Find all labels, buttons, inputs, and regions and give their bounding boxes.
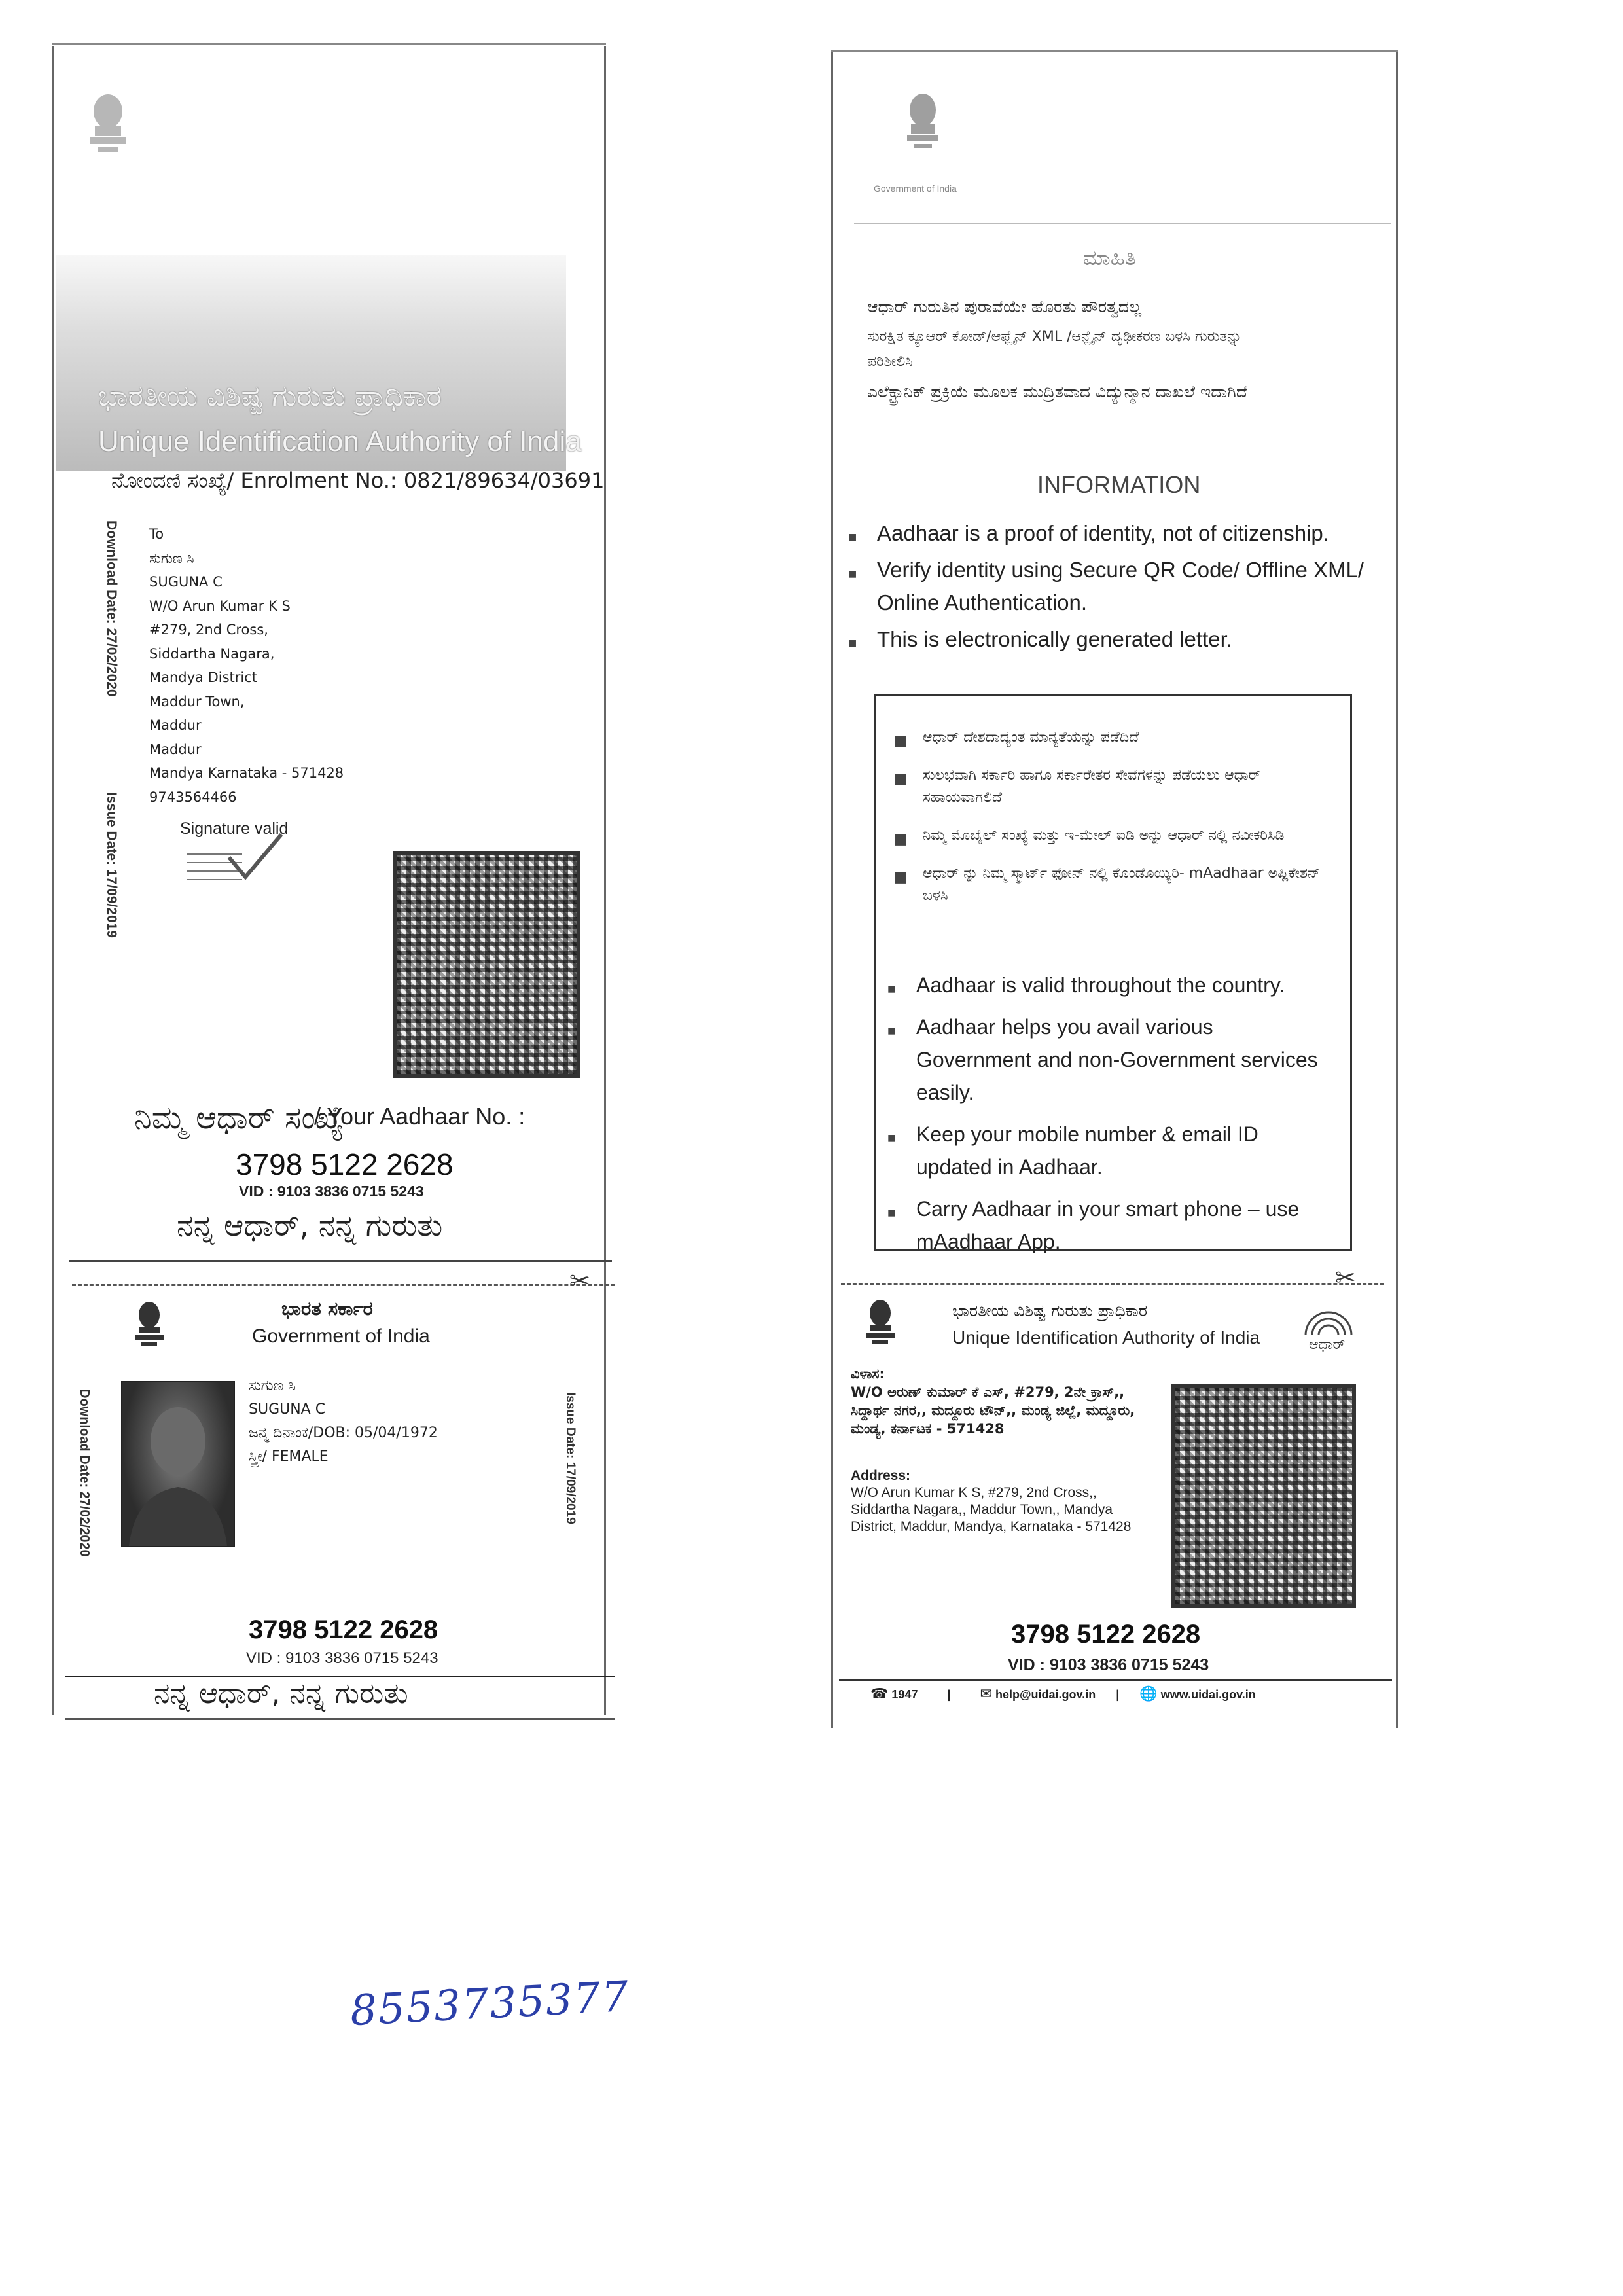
address-line: Maddur [149,717,202,733]
kannada-info-title: ಮಾಹಿತಿ [1083,245,1136,270]
kannada-info-list [867,295,1378,404]
aadhaar-number: 3798 5122 2628 [236,1147,454,1181]
header-kannada: ಭಾರತೀಯ ವಿಶಿಷ್ಟ ಗುರುತು ಪ್ರಾಧಿಕಾರ [98,380,442,413]
card-bottom-border [65,1718,615,1720]
information-list [877,517,1387,656]
box-point: ■ Aadhaar is valid throughout the country. [916,969,1329,1001]
uidai-english: Unique Identification Authority of India [952,1327,1260,1348]
scissors-icon: ✂ [569,1268,590,1295]
panel-top-edge [831,50,1398,52]
cut-line-solid [69,1260,612,1262]
aadhaar-logo-caption: ಆಧಾರ್ [1309,1336,1346,1353]
header-rule [854,223,1391,224]
address-kannada-label: ವಿಳಾಸ: [851,1366,885,1382]
separator: | [947,1688,951,1701]
address-kannada: W/O ಅರುಣ್ ಕುಮಾರ್ ಕೆ ಎಸ್, #279, 2ನೇ ಕ್ರಾಸ್,, ಸಿದ್ದಾರ್ಥ ನಗರ,, ಮದ್ದೂರು ಟೌನ್,, ಮಂಡ್ಯ ಜಿಲ್ಲೆ, ಮದ್ದೂರು, ಮಂಡ್ಯ, ಕರ್ನಾಟಕ - 571428 [851,1384,1135,1437]
card-aadhaar-number: 3798 5122 2628 [249,1615,438,1644]
box-kannada-point: ■ ಆಧಾರ್ ದೇಶದಾದ್ಯಂತ ಮಾನ್ಯತೆಯನ್ನು ಪಡೆದಿದೆ [923,726,1329,749]
card-name-kannada: ಸುಗುಣ ಸಿ [249,1378,296,1394]
kannada-point: ಎಲೆಕ್ಟ್ರಾನಿಕ್ ಪ್ರಕ್ರಿಯೆ ಮೂಲಕ ಮುದ್ರಿತವಾದ ವಿದ್ಯುನ್ಮಾನ ದಾಖಲೆ ಇದಾಗಿದೆ [867,382,1248,401]
card-vid: VID : 9103 3836 0715 5243 [246,1649,438,1667]
download-date-vertical: Download Date: 27/02/2020 [104,520,119,697]
box-point: ■ Keep your mobile number & email ID updated in Aadhaar. [916,1118,1329,1183]
uidai-kannada: ಭಾರತೀಯ ವಿಶಿಷ್ಟ ಗುರುತು ಪ್ರಾಧಿಕಾರ [952,1301,1148,1320]
info-point: ■ This is electronically generated letter. [877,623,1387,656]
right-card-aadhaar-number: 3798 5122 2628 [1011,1620,1201,1649]
card-slogan: ನನ್ನ ಆಧಾರ್, ನನ್ನ ಗುರುತು [154,1677,408,1710]
box-kannada-point: ■ ಆಧಾರ್ ನ್ನು ನಿಮ್ಮ ಸ್ಮಾರ್ಟ್ ಫೋನ್ ನಲ್ಲಿ ಕೊಂಡೊಯ್ಯಿರಿ- mAadhaar ಅಪ್ಲಿಕೇಶನ್ ಬಳಸಿ [923,863,1329,907]
email: help@uidai.gov.in [995,1688,1096,1701]
card-gender: ಸ್ತ್ರೀ/ FEMALE [249,1448,329,1465]
address-line: To [149,526,164,542]
address-line: Maddur [149,741,202,757]
contact-bar [839,1679,1392,1681]
aadhaar-label-kannada: ನಿಮ್ಮ ಆಧಾರ್ ಸಂಖ್ಯೆ [134,1100,344,1136]
header-english: Unique Identification Authority of India [98,425,582,457]
address-line: Mandya District [149,670,258,685]
handwritten-number: 8553735377 [349,1972,631,2036]
box-point: ■ Carry Aadhaar in your smart phone – use mAadhaar App. [916,1193,1329,1258]
address-english-block [851,1467,1158,1535]
gov-english: Government of India [252,1325,430,1347]
download-date-vertical: Download Date: 27/02/2020 [77,1389,92,1557]
vid-number: VID : 9103 3836 0715 5243 [239,1183,424,1200]
kannada-point: ಸುರಕ್ಷಿತ ಕ್ಯೂಆರ್ ಕೋಡ್/ಆಫ್ಲೈನ್ XML /ಆನ್ಲೈನ್ ದೃಢೀಕರಣ ಬಳಸಿ ಗುರುತನ್ನು ಪರಿಶೀಲಿಸಿ [867,329,1242,370]
address-label: Address: [851,1468,911,1483]
enrolment-number: ನೋಂದಣಿ ಸಂಖ್ಯೆ/ Enrolment No.: 0821/89634/03691 [111,468,605,493]
qr-code-letter [393,851,580,1078]
issue-date-vertical: Issue Date: 17/09/2019 [104,792,119,938]
scissors-icon: ✂ [1335,1265,1356,1292]
slogan: ನನ್ನ ಆಧಾರ್, ನನ್ನ ಗುರುತು [177,1208,443,1243]
holder-photo [121,1381,235,1547]
phone-number: 1947 [891,1688,918,1701]
issue-date-vertical: Issue Date: 17/09/2019 [563,1392,577,1524]
signature-label: Signature valid [180,819,289,838]
globe-icon: 🌐 [1139,1685,1158,1702]
aadhaar-label-english: / Your Aadhaar No. : [314,1103,526,1130]
gov-caption: Government of India [874,183,957,194]
kannada-point: ಆಧಾರ್ ಗುರುತಿನ ಪುರಾವೆಯೇ ಹೊರತು ಪೌರತ್ವದಲ್ಲ [867,297,1142,316]
contact-row [870,1685,1394,1702]
address-line: Siddartha Nagara, [149,645,275,662]
panel-top-edge [52,43,606,45]
box-kannada-list [923,726,1329,907]
national-emblem-icon [897,85,949,177]
phone-icon: ☎ [870,1685,889,1702]
box-point: ■ Aadhaar helps you avail various Government and non-Government services easily. [916,1011,1329,1109]
address-line: 9743564466 [149,789,237,805]
qr-code-card [1171,1384,1356,1608]
right-card-vid: VID : 9103 3836 0715 5243 [1008,1656,1209,1674]
person-silhouette-icon [122,1382,234,1546]
address-line: #279, 2nd Cross, [149,622,268,637]
national-emblem-icon [79,85,137,190]
box-english-list [916,969,1329,1258]
separator: | [1116,1688,1120,1701]
national-emblem-icon [130,1299,169,1358]
address-english: W/O Arun Kumar K S, #279, 2nd Cross,, Siddartha Nagara,, Maddur Town,, Mandya District, Maddur, Mandya, Karnataka - 571428 [851,1485,1132,1534]
address-line: ಸುಗುಣ ಸಿ [149,550,194,566]
box-kannada-point: ■ ನಿಮ್ಮ ಮೊಬೈಲ್ ಸಂಖ್ಯೆ ಮತ್ತು ಇ-ಮೇಲ್ ಐಡಿ ಅನ್ನು ಆಧಾರ್ ನಲ್ಲಿ ನವೀಕರಿಸಿಡಿ [923,825,1329,847]
card-name: SUGUNA C [249,1401,326,1418]
national-emblem-icon [861,1296,900,1361]
address-block [149,522,344,809]
cut-line-right [841,1283,1384,1285]
box-kannada-point: ■ ಸುಲಭವಾಗಿ ಸರ್ಕಾರಿ ಹಾಗೂ ಸರ್ಕಾರೇತರ ಸೇವೆಗಳನ್ನು ಪಡೆಯಲು ಆಧಾರ್ ಸಹಾಯವಾಗಲಿದೆ [923,764,1329,809]
address-line: W/O Arun Kumar K S [149,598,291,614]
address-kannada-block [851,1365,1158,1438]
address-line: SUGUNA C [149,574,223,590]
gov-kannada: ಭಾರತ ಸರ್ಕಾರ [281,1297,373,1319]
card-dob: ಜನ್ಮ ದಿನಾಂಕ/DOB: 05/04/1972 [249,1425,438,1441]
cut-line-left [72,1284,615,1286]
address-line: Maddur Town, [149,693,245,709]
info-point: ■ Verify identity using Secure QR Code/ Offline XML/ Online Authentication. [877,554,1387,619]
address-line: Mandya Karnataka - 571428 [149,765,344,781]
information-title: INFORMATION [1037,471,1201,498]
email-icon: ✉ [980,1685,992,1702]
info-point: ■ Aadhaar is a proof of identity, not of citizenship. [877,517,1387,550]
website: www.uidai.gov.in [1160,1688,1256,1701]
signature-valid-check-icon [183,831,294,890]
card-details [249,1374,438,1469]
